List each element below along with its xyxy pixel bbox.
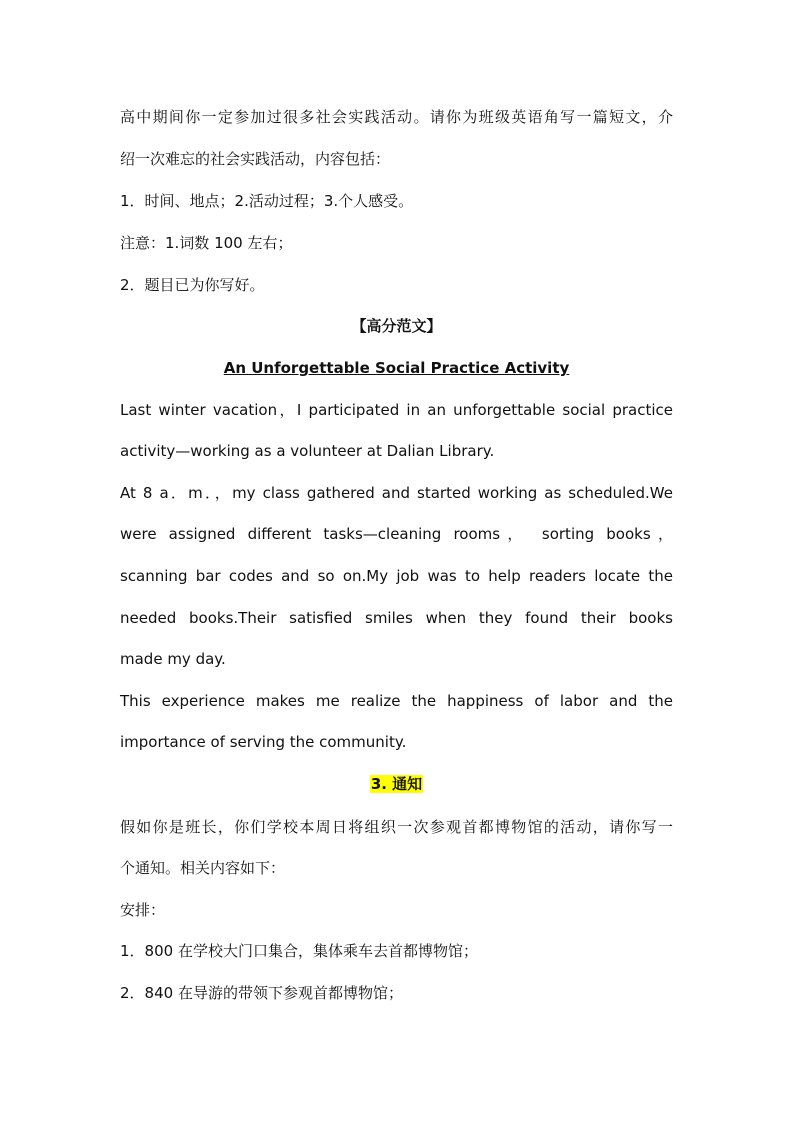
essay-line: This experience makes me realize the happiness of labor and the: [120, 692, 673, 710]
essay-line: needed books.Their satisfied smiles when they found their books: [120, 609, 673, 627]
notice-line-4: 1．800 在学校大门口集合，集体乘车去首都博物馆；: [120, 942, 478, 960]
prompt-line-2: 绍一次难忘的社会实践活动，内容包括：: [120, 150, 391, 168]
section3-heading: 3. 通知: [370, 775, 423, 793]
essay-line: importance of serving the community.: [120, 733, 407, 751]
essay-title: An Unforgettable Social Practice Activity: [223, 359, 570, 377]
essay-line: activity—working as a volunteer at Dalian Library.: [120, 442, 495, 460]
essay-line: were assigned different tasks—cleaning rooms， sorting books，: [120, 525, 673, 543]
notice-line-5: 2．840 在导游的带领下参观首都博物馆；: [120, 984, 403, 1002]
essay-line: At 8 a．m．，my class gathered and started working as scheduled.We: [120, 484, 673, 502]
essay-line: made my day.: [120, 650, 226, 668]
section3-heading-row: [120, 774, 673, 794]
essay-line: scanning bar codes and so on.My job was to help readers locate the: [120, 567, 673, 585]
notice-line-2: 个通知。相关内容如下：: [120, 859, 286, 877]
model-essay-heading: 【高分范文】: [351, 317, 442, 335]
prompt-line-3: 1．时间、地点；2.活动过程；3.个人感受。: [120, 192, 414, 210]
prompt-line-4: 注意：1.词数 100 左右；: [120, 234, 293, 252]
notice-line-3: 安排：: [120, 901, 166, 919]
essay-line: Last winter vacation，I participated in an unforgettable social practice: [120, 401, 673, 419]
prompt-line-1: 高中期间你一定参加过很多社会实践活动。请你为班级英语角写一篇短文，介: [120, 108, 673, 126]
prompt-line-5: 2．题目已为你写好。: [120, 276, 265, 294]
notice-line-1: 假如你是班长，你们学校本周日将组织一次参观首都博物馆的活动，请你写一: [120, 818, 673, 836]
